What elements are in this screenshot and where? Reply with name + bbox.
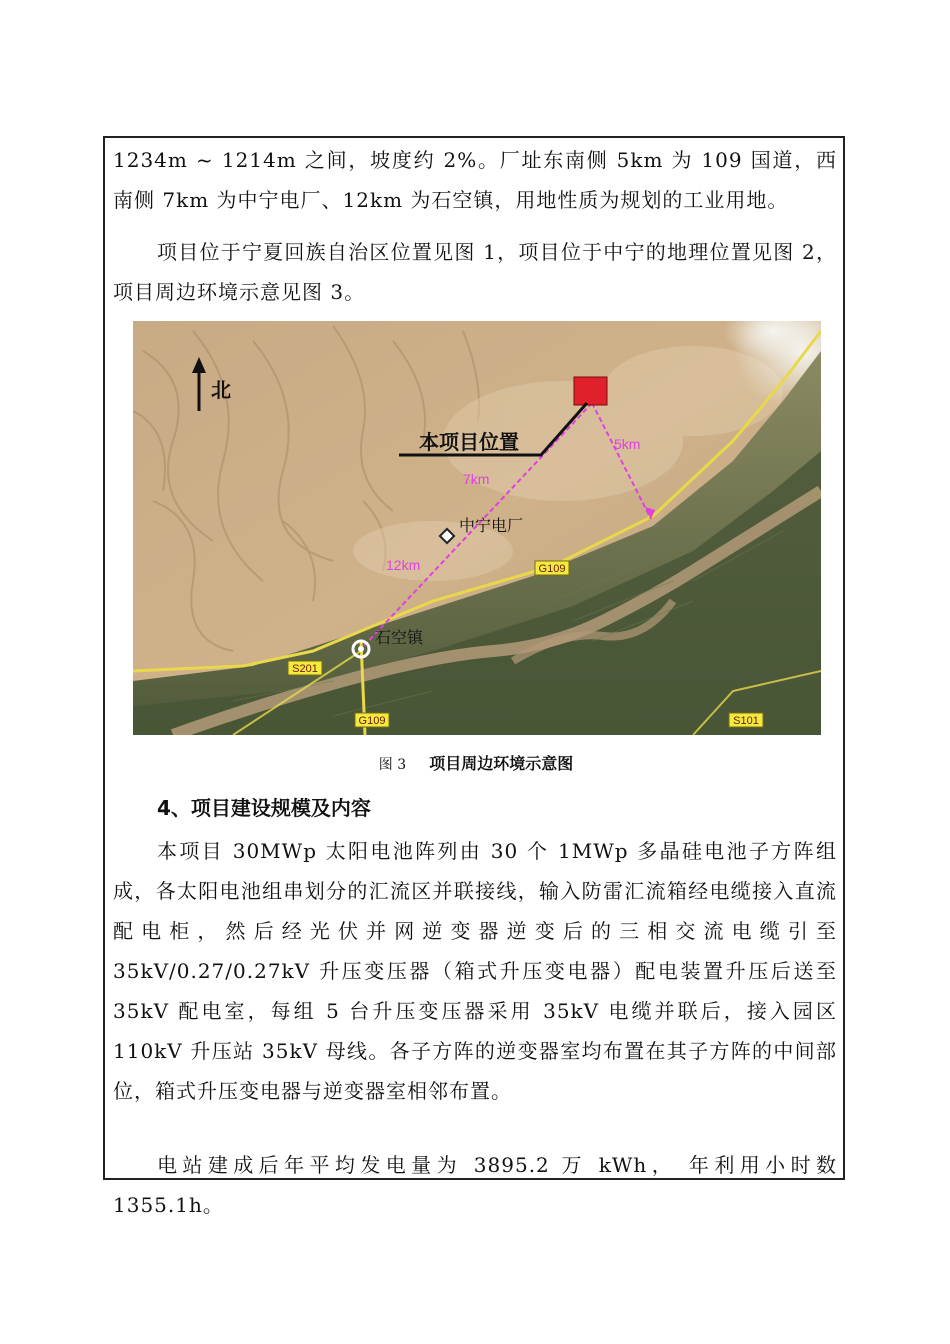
section-paragraph-1: 本项目 30MWp 太阳电池阵列由 30 个 1MWp 多晶硅电池子方阵组成，各太阳电池组串划分的汇流区并联接线，输入防雷汇流箱经电缆接入直流配电柜，然后经光伏并网逆变器逆变后的三相交流电缆引至 35kV/0.27/0.27kV 升压变压器（箱式升压变电器）配电装置升压后送至 35kV 配电室，每组 5 台升压变压器采用 35kV 电缆并联后，接入园区 110kV 升压站 35kV 母线。各子方阵的逆变器室均布置在其子方阵的中间部位，箱式升压变电器与逆变器室相邻布置。 xyxy=(113,839,837,1103)
map-image xyxy=(133,321,821,735)
distance-label-7km: 7km xyxy=(463,471,490,487)
distance-label-5km: 5km xyxy=(614,436,641,452)
road-label-g109-top: G109 xyxy=(538,563,566,575)
distance-label-12km: 12km xyxy=(386,557,421,573)
surroundings-map xyxy=(133,321,821,735)
town-label: 石空镇 xyxy=(375,628,424,647)
intro-paragraph-1: 1234m ~ 1214m 之间，坡度约 2%。厂址东南侧 5km 为 109 国道，西南侧 7km 为中宁电厂、12km 为石空镇，用地性质为规划的工业用地。 xyxy=(113,148,837,212)
road-label-g109-bottom: G109 xyxy=(358,715,386,727)
road-badge-s101 xyxy=(729,713,763,727)
road-badge-g109-top xyxy=(535,561,569,575)
road-badge-g109-bottom xyxy=(355,713,389,727)
figure-caption xyxy=(105,752,847,777)
project-location-label: 本项目位置 xyxy=(419,430,519,454)
section-heading: 4、项目建设规模及内容 xyxy=(157,796,371,820)
north-label: 北 xyxy=(211,378,231,402)
road-badge-s201 xyxy=(288,661,322,675)
figure-title: 项目周边环境示意图 xyxy=(429,754,574,773)
intro-paragraph-2: 项目位于宁夏回族自治区位置见图 1，项目位于中宁的地理位置见图 2，项目周边环境示意见图 3。 xyxy=(113,240,837,304)
road-label-s101: S101 xyxy=(733,715,759,727)
project-location-marker xyxy=(574,377,607,405)
road-label-s201: S201 xyxy=(292,663,318,675)
document-frame xyxy=(103,136,845,1217)
figure-number: 图 3 xyxy=(378,757,407,773)
power-plant-label: 中宁电厂 xyxy=(459,516,524,535)
section-paragraph-2: 电站建成后年平均发电量为 3895.2 万 kWh， 年利用小时数 1355.1h。 xyxy=(113,1153,837,1217)
